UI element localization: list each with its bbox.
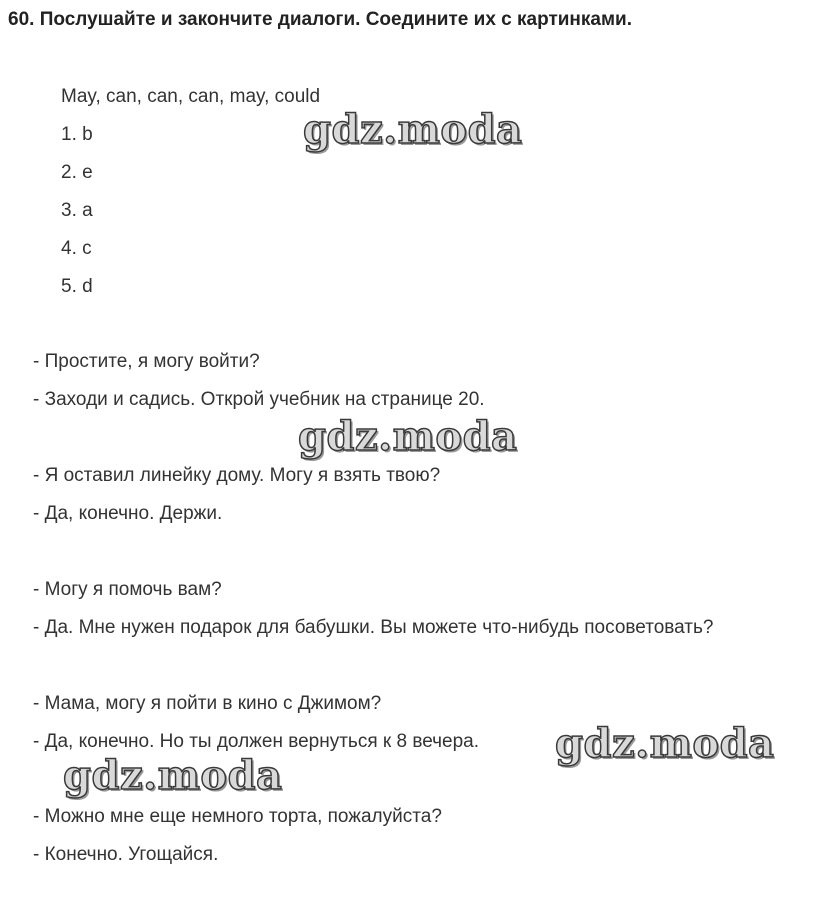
dialog-line: - Да, конечно. Держи. <box>33 503 223 524</box>
dialog-line: - Могу я помочь вам? <box>33 579 222 600</box>
dialog-line: - Можно мне еще немного торта, пожалуйста? <box>33 806 442 827</box>
dialog-line: - Да, конечно. Но ты должен вернуться к 8 вечера. <box>33 731 480 752</box>
dialog-line: - Я оставил линейку дому. Могу я взять твою? <box>33 465 441 486</box>
dialog-line: - Конечно. Угощайся. <box>33 844 219 865</box>
dialog-line: - Простите, я могу войти? <box>33 351 260 372</box>
watermark-logo: gdz.moda <box>555 720 775 767</box>
answer-match: 5. d <box>61 276 93 297</box>
answer-match: 1. b <box>61 124 93 145</box>
watermark-logo: gdz.moda <box>298 413 518 460</box>
dialog-line: - Да. Мне нужен подарок для бабушки. Вы можете что-нибудь посоветовать? <box>33 617 714 638</box>
exercise-title: 60. Послушайте и закончите диалоги. Соедините их с картинками. <box>8 9 632 30</box>
answer-words: May, can, can, can, may, could <box>61 86 321 107</box>
answer-match: 2. e <box>61 162 93 183</box>
answer-match: 3. a <box>61 200 93 221</box>
answer-match: 4. c <box>61 238 92 259</box>
watermark-logo: gdz.moda <box>303 106 523 153</box>
dialog-line: - Заходи и садись. Открой учебник на странице 20. <box>33 389 485 410</box>
watermark-logo: gdz.moda <box>63 752 283 799</box>
dialog-line: - Мама, могу я пойти в кино с Джимом? <box>33 693 382 714</box>
